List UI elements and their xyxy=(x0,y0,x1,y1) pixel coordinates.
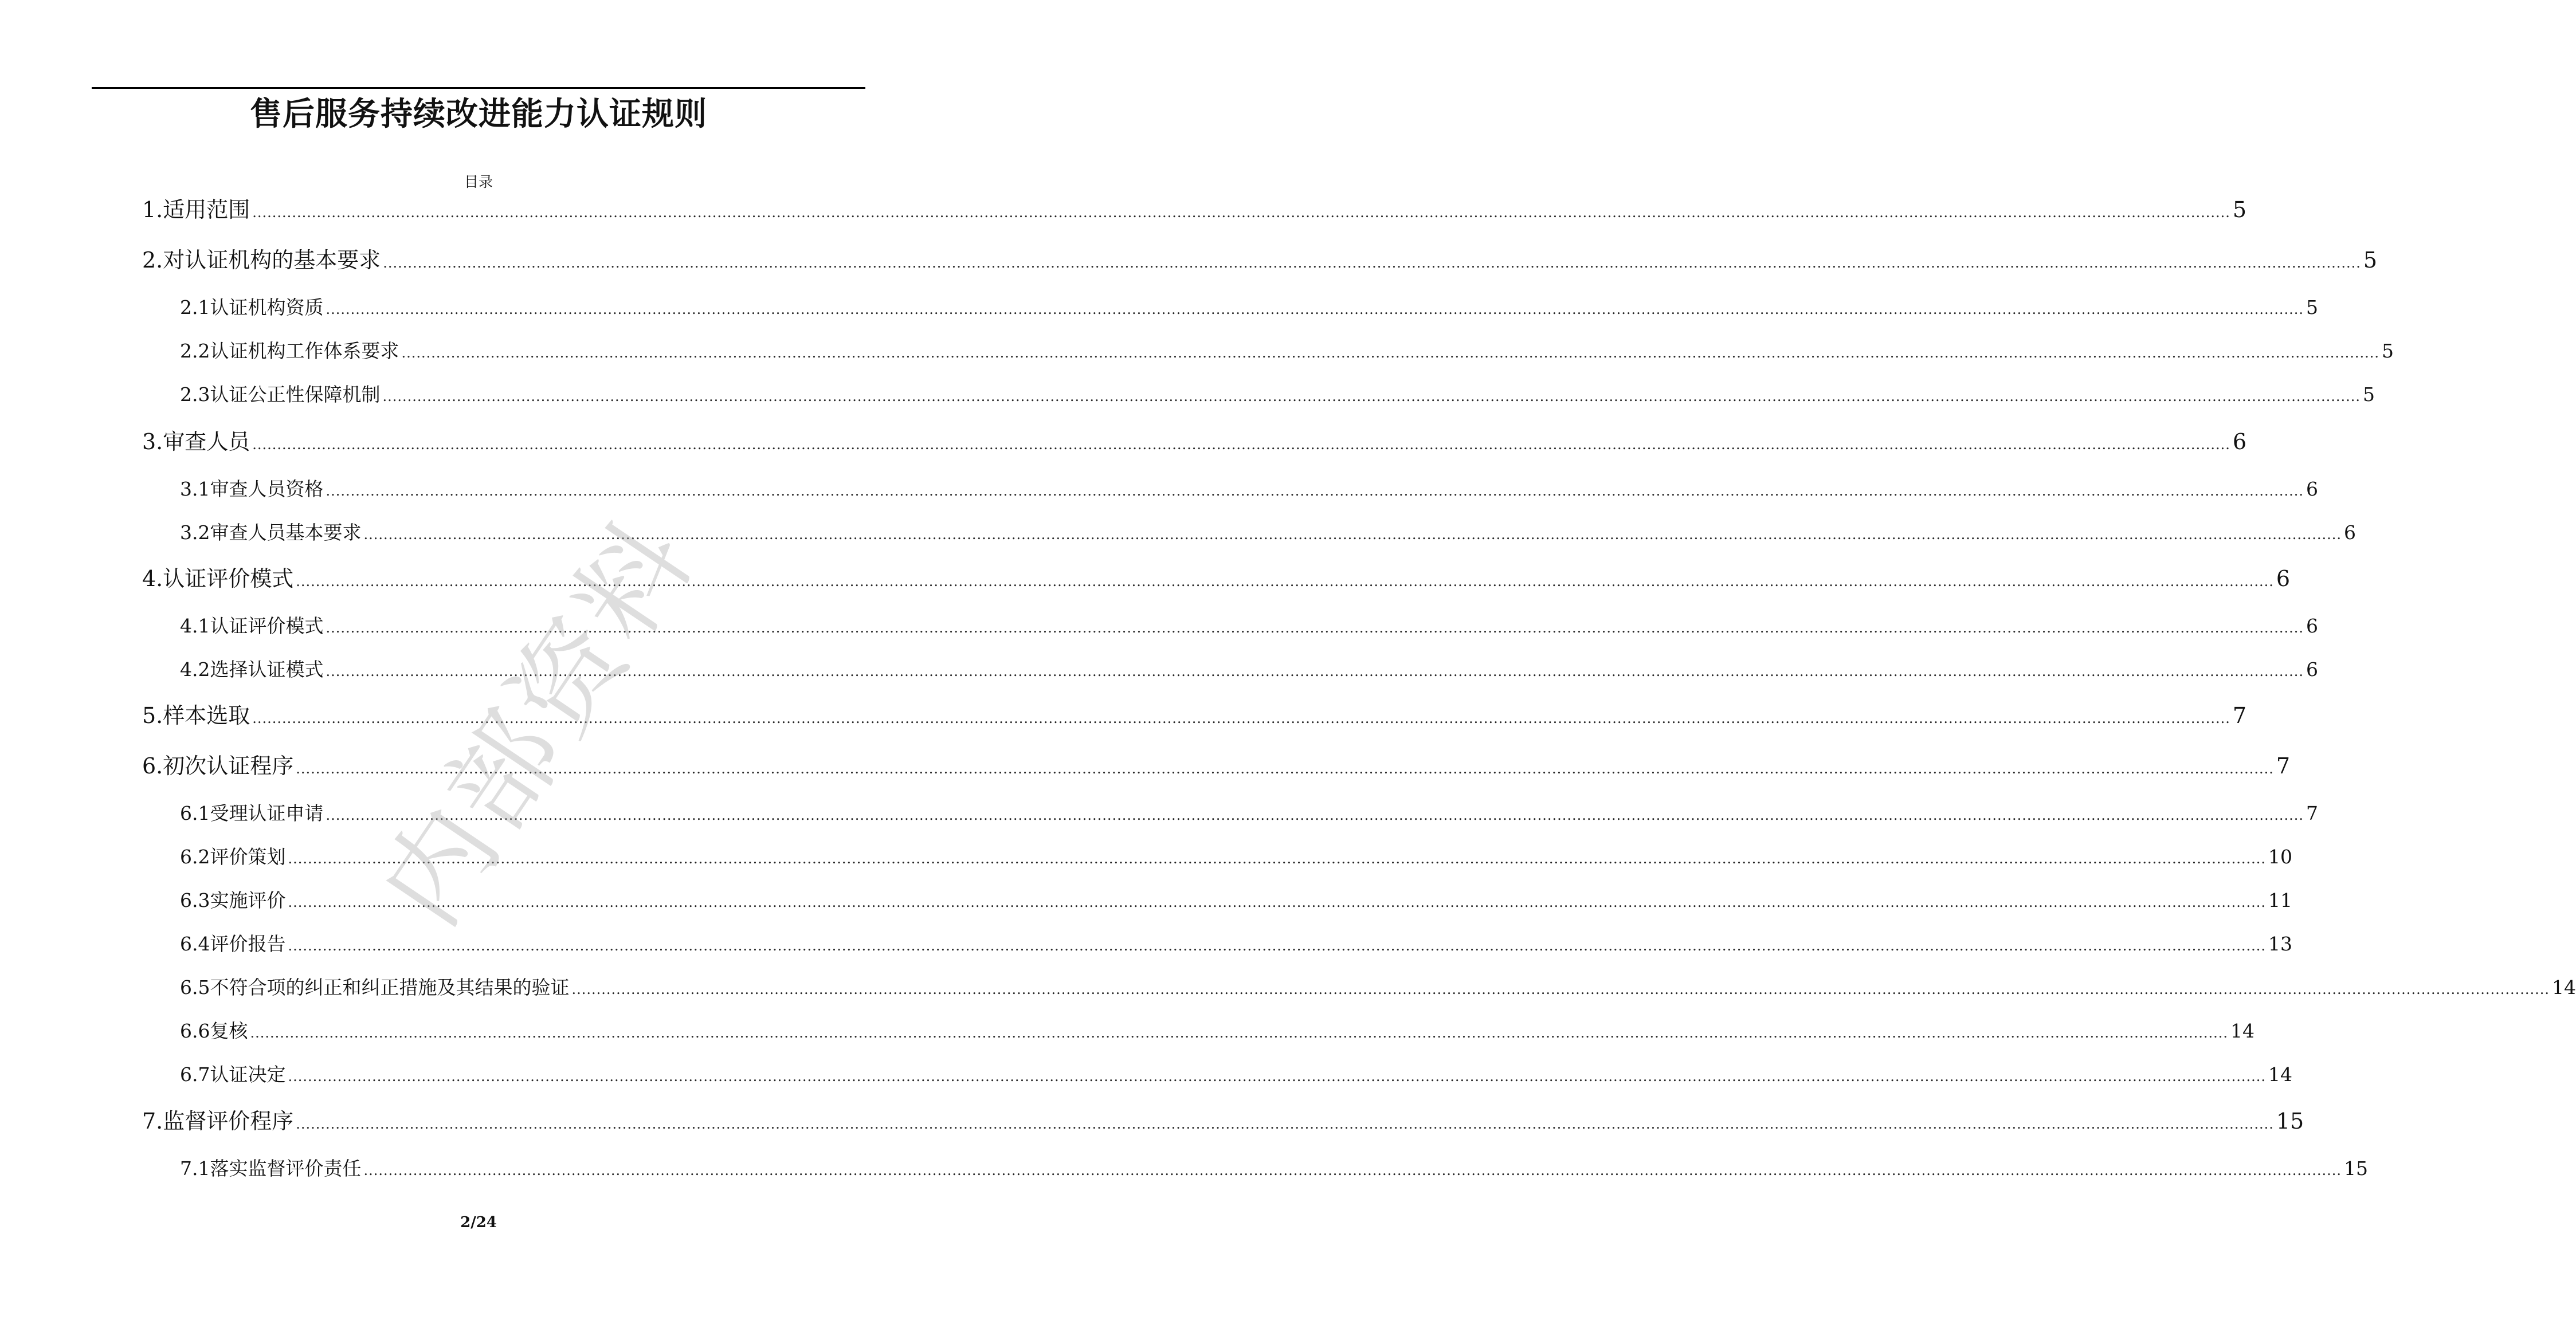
toc-leader: ................................................................................................................................................................................................................................................................................................................................................................................................................ xyxy=(252,710,2230,726)
toc-number: 7.1 xyxy=(180,1157,210,1180)
toc-number: 6.7 xyxy=(180,1063,210,1086)
toc-leader: ................................................................................................................................................................................................................................................................................................................................................................................................................ xyxy=(401,345,2380,361)
toc-entry[interactable] xyxy=(180,657,2319,684)
toc-leader: ................................................................................................................................................................................................................................................................................................................................................................................................................ xyxy=(296,1116,2274,1132)
toc-entry[interactable] xyxy=(142,564,2291,596)
toc-entry[interactable] xyxy=(180,477,2319,504)
toc-leader: ................................................................................................................................................................................................................................................................................................................................................................................................................ xyxy=(326,807,2304,823)
toc-leader: ................................................................................................................................................................................................................................................................................................................................................................................................................ xyxy=(250,1025,2229,1041)
toc-title: 评价报告 xyxy=(210,933,286,955)
toc-leader: ................................................................................................................................................................................................................................................................................................................................................................................................................ xyxy=(252,205,2230,221)
page-number: 2/24 xyxy=(460,1214,497,1231)
toc-entry[interactable] xyxy=(142,1107,2304,1138)
toc-title: 适用范围 xyxy=(163,197,250,222)
toc-page-number: 5 xyxy=(2306,296,2319,319)
toc-number: 1. xyxy=(142,197,163,222)
toc-number: 6.2 xyxy=(180,846,210,868)
toc-page-number: 15 xyxy=(2344,1157,2369,1180)
toc-title: 复核 xyxy=(210,1020,248,1042)
toc-number: 3. xyxy=(142,429,163,454)
toc-page-number: 7 xyxy=(2232,703,2247,728)
toc-title: 审查人员资格 xyxy=(210,478,324,500)
toc-page-number: 6 xyxy=(2344,521,2357,544)
toc-number: 4.1 xyxy=(180,615,210,637)
toc-number: 5. xyxy=(142,703,163,728)
toc-leader: ................................................................................................................................................................................................................................................................................................................................................................................................................ xyxy=(296,761,2274,777)
toc-leader: ................................................................................................................................................................................................................................................................................................................................................................................................................ xyxy=(571,981,2550,997)
toc-page-number: 5 xyxy=(2232,197,2247,222)
toc-title: 认证机构资质 xyxy=(210,296,324,319)
toc-title: 评价策划 xyxy=(210,846,286,868)
toc-entry[interactable] xyxy=(180,801,2319,828)
toc-number: 3.2 xyxy=(180,521,210,544)
toc-entry[interactable] xyxy=(180,382,2375,409)
toc-title: 初次认证程序 xyxy=(163,753,294,779)
toc-number: 6.5 xyxy=(180,976,210,999)
toc-page-number: 10 xyxy=(2268,846,2293,868)
watermark: 内部资料 xyxy=(358,496,719,948)
toc-title: 选择认证模式 xyxy=(210,658,324,681)
toc-title: 实施评价 xyxy=(210,889,286,911)
toc-entry[interactable] xyxy=(180,844,2293,871)
toc-page-number: 5 xyxy=(2363,383,2375,406)
toc-number: 4.2 xyxy=(180,658,210,681)
toc-page-number: 14 xyxy=(2552,976,2576,999)
toc-number: 6.6 xyxy=(180,1020,210,1042)
toc-leader: ................................................................................................................................................................................................................................................................................................................................................................................................................ xyxy=(363,1162,2342,1178)
toc-number: 7. xyxy=(142,1109,163,1134)
toc-leader: ................................................................................................................................................................................................................................................................................................................................................................................................................ xyxy=(252,437,2230,453)
toc-page-number: 5 xyxy=(2363,247,2378,273)
toc-leader: ................................................................................................................................................................................................................................................................................................................................................................................................................ xyxy=(296,573,2274,590)
toc-page-number: 11 xyxy=(2268,889,2293,911)
toc-title: 认证评价模式 xyxy=(163,566,294,591)
toc-page-number: 6 xyxy=(2306,478,2319,500)
toc-page-number: 7 xyxy=(2306,802,2319,824)
toc-number: 6.1 xyxy=(180,802,210,824)
toc-entry[interactable] xyxy=(180,1019,2255,1046)
toc-entry[interactable] xyxy=(180,295,2319,322)
toc-leader: ................................................................................................................................................................................................................................................................................................................................................................................................................ xyxy=(382,388,2361,404)
toc-leader: ................................................................................................................................................................................................................................................................................................................................................................................................................ xyxy=(288,894,2267,910)
toc-entry[interactable] xyxy=(180,339,2394,366)
toc-page-number: 6 xyxy=(2306,658,2319,681)
toc-number: 2. xyxy=(142,247,163,273)
toc-page-number: 14 xyxy=(2230,1020,2255,1042)
toc-number: 2.1 xyxy=(180,296,210,319)
toc-title: 落实监督评价责任 xyxy=(210,1157,362,1180)
toc-leader: ................................................................................................................................................................................................................................................................................................................................................................................................................ xyxy=(288,851,2267,867)
toc-page-number: 6 xyxy=(2276,566,2291,591)
toc-title: 认证评价模式 xyxy=(210,615,324,637)
toc-leader: ................................................................................................................................................................................................................................................................................................................................................................................................................ xyxy=(326,301,2304,317)
toc-entry[interactable] xyxy=(142,195,2247,227)
toc-heading: 目录 xyxy=(464,174,493,190)
toc-number: 6.3 xyxy=(180,889,210,911)
toc-title: 样本选取 xyxy=(163,703,250,728)
toc-number: 2.2 xyxy=(180,340,210,362)
toc-entry[interactable] xyxy=(180,932,2293,958)
toc-leader: ................................................................................................................................................................................................................................................................................................................................................................................................................ xyxy=(326,663,2304,679)
toc-leader: ................................................................................................................................................................................................................................................................................................................................................................................................................ xyxy=(326,620,2304,636)
toc-entry[interactable] xyxy=(142,752,2291,783)
toc-leader: ................................................................................................................................................................................................................................................................................................................................................................................................................ xyxy=(363,526,2342,543)
toc-page-number: 6 xyxy=(2306,615,2319,637)
toc-number: 4. xyxy=(142,566,163,591)
toc-entry[interactable] xyxy=(180,614,2319,640)
toc-entry[interactable] xyxy=(180,975,2576,1002)
toc-page-number: 7 xyxy=(2276,753,2291,779)
toc-entry[interactable] xyxy=(142,701,2247,733)
toc-title: 对认证机构的基本要求 xyxy=(163,247,381,273)
toc-leader: ................................................................................................................................................................................................................................................................................................................................................................................................................ xyxy=(288,1068,2267,1084)
toc-title: 不符合项的纠正和纠正措施及其结果的验证 xyxy=(210,976,570,999)
toc-leader: ................................................................................................................................................................................................................................................................................................................................................................................................................ xyxy=(288,938,2267,954)
toc-entry[interactable] xyxy=(180,520,2357,547)
toc-number: 6. xyxy=(142,753,163,779)
toc-page-number: 15 xyxy=(2276,1109,2304,1134)
toc-title: 受理认证申请 xyxy=(210,802,324,824)
toc-number: 2.3 xyxy=(180,383,210,406)
toc-title: 认证决定 xyxy=(210,1063,286,1086)
toc-title: 监督评价程序 xyxy=(163,1109,294,1134)
toc-entry[interactable] xyxy=(180,1062,2293,1089)
toc-entry[interactable] xyxy=(142,427,2247,459)
toc-leader: ................................................................................................................................................................................................................................................................................................................................................................................................................ xyxy=(383,255,2361,271)
toc-title: 认证公正性保障机制 xyxy=(210,383,381,406)
toc-number: 3.1 xyxy=(180,478,210,500)
toc-title: 审查人员基本要求 xyxy=(210,521,362,544)
toc-page-number: 5 xyxy=(2382,340,2394,362)
toc-number: 6.4 xyxy=(180,933,210,955)
toc-entry[interactable] xyxy=(180,1156,2369,1183)
toc-page-number: 13 xyxy=(2268,933,2293,955)
toc-entry[interactable] xyxy=(180,888,2293,915)
toc-title: 审查人员 xyxy=(163,429,250,454)
toc-entry[interactable] xyxy=(142,246,2378,277)
toc-title: 认证机构工作体系要求 xyxy=(210,340,399,362)
toc-page-number: 14 xyxy=(2268,1063,2293,1086)
toc-page-number: 6 xyxy=(2232,429,2247,454)
document-title: 售后服务持续改进能力认证规则 xyxy=(250,96,707,133)
toc-leader: ................................................................................................................................................................................................................................................................................................................................................................................................................ xyxy=(326,483,2304,499)
